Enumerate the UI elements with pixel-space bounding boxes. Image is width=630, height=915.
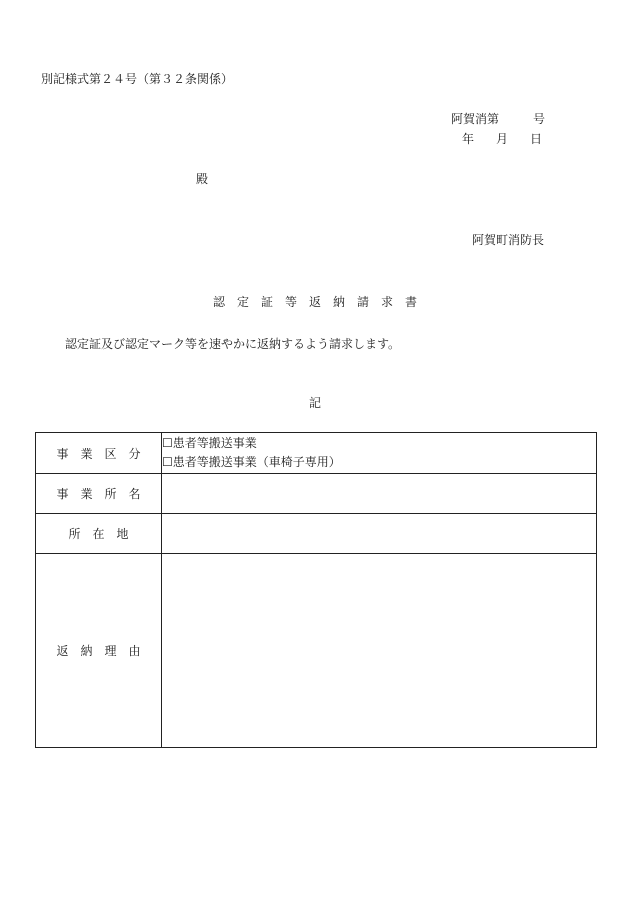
request-table (35, 432, 597, 748)
return-reason-label: 返 納 理 由 (36, 554, 162, 748)
office-name-field[interactable] (162, 474, 597, 514)
addressee: 殿 (196, 172, 209, 186)
location-field[interactable] (162, 514, 597, 554)
business-type-option-patient-transport[interactable] (162, 434, 596, 453)
business-type-cell (162, 433, 597, 474)
office-name-label: 事 業 所 名 (36, 474, 162, 514)
document-number (451, 113, 545, 125)
form-id: 別記様式第２４号（第３２条関係） (41, 72, 234, 86)
body-text: 認定証及び認定マーク等を速やかに返納するよう請求します。 (65, 337, 401, 351)
date-year: 年 (462, 132, 475, 146)
table-row (36, 474, 597, 514)
table-row (36, 433, 597, 474)
option-label: 患者等搬送事業（車椅子専用） (172, 455, 341, 469)
sender: 阿賀町消防長 (472, 233, 545, 247)
date-month: 月 (496, 132, 509, 146)
date-day: 日 (530, 132, 543, 146)
date-line (462, 133, 542, 145)
option-label: 患者等搬送事業 (172, 436, 257, 450)
table-row (36, 514, 597, 554)
document-title: 認 定 証 等 返 納 請 求 書 (212, 295, 417, 309)
location-label: 所 在 地 (36, 514, 162, 554)
return-reason-field[interactable] (162, 554, 597, 748)
checkbox-icon[interactable]: ☐ (162, 436, 173, 450)
business-type-label: 事 業 区 分 (36, 433, 162, 474)
ki-heading: 記 (308, 396, 321, 410)
business-type-option-wheelchair[interactable] (162, 453, 596, 472)
table-row (36, 554, 597, 748)
checkbox-icon[interactable]: ☐ (162, 455, 173, 469)
document-number-suffix: 号 (533, 112, 546, 126)
document-number-prefix: 阿賀消第 (451, 112, 500, 126)
